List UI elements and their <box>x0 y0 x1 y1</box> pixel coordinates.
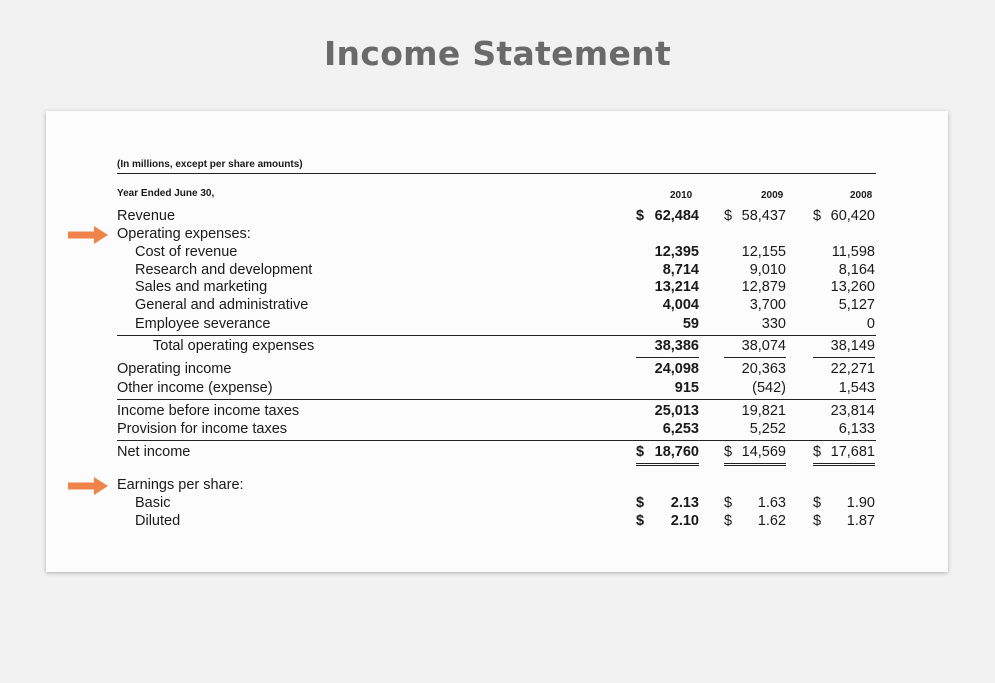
general-and-administrative-2008-value: 5,127 <box>838 297 875 313</box>
diluted-2010-currency: $ <box>636 513 645 529</box>
other-income-expense-2008-value: 1,543 <box>838 380 875 396</box>
total-operating-expenses-2009-value: 38,074 <box>741 338 786 354</box>
net-income-label: Net income <box>117 444 191 460</box>
net-income-2008-value: 17,681 <box>830 444 875 460</box>
general-and-administrative-2009-value: 3,700 <box>749 297 786 313</box>
research-and-development-2009-value: 9,010 <box>749 262 786 278</box>
research-and-development-label: Research and development <box>135 262 313 278</box>
period-label: Year Ended June 30, <box>117 188 215 199</box>
net-income-2009-value: 14,569 <box>741 444 786 460</box>
year-2010-header: 2010 <box>670 190 693 201</box>
basic-2009-currency: $ <box>724 495 733 511</box>
revenue-2010-value: 62,484 <box>654 208 699 224</box>
research-and-development-2010-value: 8,714 <box>662 262 699 278</box>
operating-income-2008-value: 22,271 <box>830 361 875 377</box>
research-and-development-2008-value: 8,164 <box>838 262 875 278</box>
income-before-income-taxes-label: Income before income taxes <box>117 403 300 419</box>
provision-for-income-taxes-label: Provision for income taxes <box>117 421 288 437</box>
diluted-2008-value: 1.87 <box>846 513 875 529</box>
income-before-income-taxes-2008-value: 23,814 <box>830 403 875 419</box>
diluted-2009-currency: $ <box>724 513 733 529</box>
arrow-icon <box>68 226 108 244</box>
net-income-2010-currency: $ <box>636 444 645 460</box>
page-title: Income Statement <box>323 34 672 73</box>
revenue-2008-currency: $ <box>813 208 822 224</box>
basic-2009-value: 1.63 <box>757 495 786 511</box>
cost-of-revenue-2009-value: 12,155 <box>741 244 786 260</box>
double-underline <box>724 465 786 466</box>
double-underline <box>724 463 786 464</box>
units-note: (In millions, except per share amounts) <box>117 159 303 170</box>
subtotal-rule <box>117 440 876 441</box>
revenue-label: Revenue <box>117 208 176 224</box>
total-underline <box>636 357 699 358</box>
cost-of-revenue-2008-value: 11,598 <box>831 244 875 260</box>
net-income-2010-value: 18,760 <box>654 444 699 460</box>
revenue-2010-currency: $ <box>636 208 645 224</box>
revenue-2008-value: 60,420 <box>830 208 875 224</box>
diluted-2008-currency: $ <box>813 513 822 529</box>
employee-severance-2008-value: 0 <box>866 316 875 332</box>
general-and-administrative-label: General and administrative <box>135 297 309 313</box>
employee-severance-2010-value: 59 <box>682 316 699 332</box>
operating-expenses-label: Operating expenses: <box>117 226 251 242</box>
subtotal-rule <box>117 399 876 400</box>
operating-income-2010-value: 24,098 <box>654 361 699 377</box>
net-income-2009-currency: $ <box>724 444 733 460</box>
sales-and-marketing-2008-value: 13,260 <box>830 279 875 295</box>
basic-2010-currency: $ <box>636 495 645 511</box>
basic-2010-value: 2.13 <box>670 495 699 511</box>
double-underline <box>636 465 699 466</box>
double-underline <box>813 465 875 466</box>
income-before-income-taxes-2010-value: 25,013 <box>654 403 699 419</box>
basic-2008-value: 1.90 <box>846 495 875 511</box>
operating-income-2009-value: 20,363 <box>741 361 786 377</box>
subtotal-rule <box>117 335 876 336</box>
total-operating-expenses-2010-value: 38,386 <box>654 338 699 354</box>
other-income-expense-2009-value: (542) <box>752 380 786 396</box>
provision-for-income-taxes-2009-value: 5,252 <box>749 421 786 437</box>
basic-label: Basic <box>135 495 171 511</box>
earnings-per-share-label: Earnings per share: <box>117 477 244 493</box>
cost-of-revenue-label: Cost of revenue <box>135 244 238 260</box>
cost-of-revenue-2010-value: 12,395 <box>654 244 699 260</box>
double-underline <box>813 463 875 464</box>
employee-severance-2009-value: 330 <box>761 316 786 332</box>
double-underline <box>636 463 699 464</box>
other-income-expense-2010-value: 915 <box>674 380 699 396</box>
total-underline <box>724 357 786 358</box>
total-underline <box>813 357 875 358</box>
other-income-expense-label: Other income (expense) <box>117 380 273 396</box>
revenue-2009-value: 58,437 <box>741 208 786 224</box>
year-2008-header: 2008 <box>850 190 873 201</box>
diluted-2009-value: 1.62 <box>757 513 786 529</box>
arrow-icon <box>68 477 108 495</box>
sales-and-marketing-2009-value: 12,879 <box>741 279 786 295</box>
total-operating-expenses-2008-value: 38,149 <box>830 338 875 354</box>
income-statement-sheet <box>46 111 948 572</box>
header-rule <box>117 173 876 174</box>
operating-income-label: Operating income <box>117 361 232 377</box>
total-operating-expenses-label: Total operating expenses <box>153 338 315 354</box>
sales-and-marketing-2010-value: 13,214 <box>654 279 699 295</box>
income-before-income-taxes-2009-value: 19,821 <box>741 403 786 419</box>
basic-2008-currency: $ <box>813 495 822 511</box>
general-and-administrative-2010-value: 4,004 <box>662 297 699 313</box>
revenue-2009-currency: $ <box>724 208 733 224</box>
sales-and-marketing-label: Sales and marketing <box>135 279 268 295</box>
provision-for-income-taxes-2010-value: 6,253 <box>662 421 699 437</box>
diluted-2010-value: 2.10 <box>670 513 699 529</box>
net-income-2008-currency: $ <box>813 444 822 460</box>
year-2009-header: 2009 <box>761 190 784 201</box>
employee-severance-label: Employee severance <box>135 316 271 332</box>
provision-for-income-taxes-2008-value: 6,133 <box>838 421 875 437</box>
diluted-label: Diluted <box>135 513 181 529</box>
